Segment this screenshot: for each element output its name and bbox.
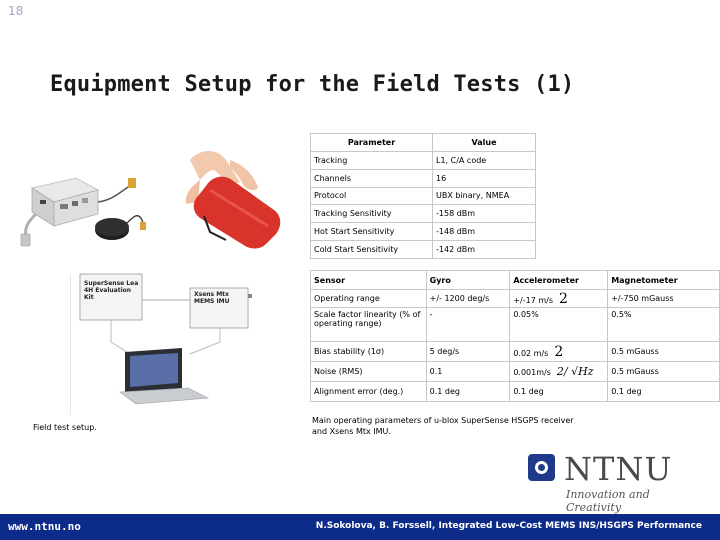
gyro-cell: +/- 1200 deg/s	[426, 290, 510, 308]
gps-parameters-table	[310, 133, 536, 259]
footer-url: www.ntnu.no	[8, 520, 81, 533]
magnetometer-cell: 0.5%	[608, 308, 720, 342]
table-header-row	[311, 134, 536, 152]
param-value: L1, C/A code	[433, 152, 536, 170]
header-gyro: Gyro	[426, 271, 510, 290]
magnetometer-cell: +/-750 mGauss	[608, 290, 720, 308]
header-accelerometer: Accelerometer	[510, 271, 608, 290]
param-name: Tracking	[311, 152, 433, 170]
slide-title: Equipment Setup for the Field Tests (1)	[50, 72, 575, 97]
header-value: Value	[433, 134, 536, 152]
table-header-row	[311, 271, 720, 290]
accel-value: 0.02 m/s	[513, 348, 549, 358]
row-label: Noise (RMS)	[311, 362, 427, 382]
table-row	[311, 205, 536, 223]
magnetometer-cell: 0.5 mGauss	[608, 342, 720, 362]
table-row	[311, 152, 536, 170]
param-value: -148 dBm	[433, 223, 536, 241]
diagram-label-evaluation-kit: SuperSense Lea 4H Evaluation Kit	[84, 280, 139, 301]
magnetometer-cell: 0.5 mGauss	[608, 362, 720, 382]
table-row	[311, 382, 720, 402]
ntnu-logo	[526, 450, 706, 514]
param-name: Tracking Sensitivity	[311, 205, 433, 223]
accelerometer-cell: 0.05%	[510, 308, 608, 342]
gyro-cell: 0.1 deg	[426, 382, 510, 402]
table-row	[311, 308, 720, 342]
table-row	[311, 169, 536, 187]
accelerometer-cell	[510, 342, 608, 362]
row-label: Scale factor linearity (% of operating range)	[311, 308, 427, 342]
footer-bar	[0, 514, 720, 540]
figure-caption: Field test setup.	[33, 423, 97, 432]
slide-number: 18	[8, 4, 24, 18]
footer-credit: N.Sokolova, B. Forssell, Integrated Low-Cost MEMS INS/HSGPS Performance	[315, 521, 702, 531]
param-name: Hot Start Sensitivity	[311, 223, 433, 241]
header-sensor: Sensor	[311, 271, 427, 290]
param-name: Channels	[311, 169, 433, 187]
imu-sensor-table	[310, 270, 720, 402]
table-row	[311, 290, 720, 308]
header-parameter: Parameter	[311, 134, 433, 152]
evaluation-kit-photo	[18, 160, 148, 255]
logo-name: NTNU	[564, 450, 673, 488]
magnetometer-cell: 0.1 deg	[608, 382, 720, 402]
table-row	[311, 223, 536, 241]
param-value: -158 dBm	[433, 205, 536, 223]
accel-unit-sup: 2	[554, 343, 564, 360]
param-name: Protocol	[311, 187, 433, 205]
param-value: -142 dBm	[433, 240, 536, 258]
header-magnetometer: Magnetometer	[608, 271, 720, 290]
param-value: 16	[433, 169, 536, 187]
gyro-cell: 5 deg/s	[426, 342, 510, 362]
row-label: Bias stability (1σ)	[311, 342, 427, 362]
red-receiver-photo	[170, 140, 290, 260]
accel-unit-sup: 2	[559, 290, 568, 307]
accelerometer-cell: 0.1 deg	[510, 382, 608, 402]
gyro-cell: -	[426, 308, 510, 342]
logo-tagline: Innovation and Creativity	[566, 488, 650, 514]
table-caption: Main operating parameters of u-blox SuperSense HSGPS receiver and Xsens Mtx IMU.	[312, 416, 574, 436]
table-row	[311, 342, 720, 362]
accelerometer-cell	[510, 362, 608, 382]
table-row	[311, 362, 720, 382]
row-label: Alignment error (deg.)	[311, 382, 427, 402]
gyro-cell: 0.1	[426, 362, 510, 382]
diagram-label-imu: Xsens Mtx MEMS IMU	[194, 291, 230, 305]
table-row	[311, 187, 536, 205]
accel-value: 0.001m/s	[513, 368, 551, 377]
param-name: Cold Start Sensitivity	[311, 240, 433, 258]
accel-unit-sup: 2/ √Hz	[556, 365, 594, 378]
row-label: Operating range	[311, 290, 427, 308]
param-value: UBX binary, NMEA	[433, 187, 536, 205]
ntnu-logo-icon	[528, 454, 555, 481]
accelerometer-cell	[510, 290, 608, 308]
table-row	[311, 240, 536, 258]
accel-value: +/-17 m/s	[513, 295, 553, 305]
